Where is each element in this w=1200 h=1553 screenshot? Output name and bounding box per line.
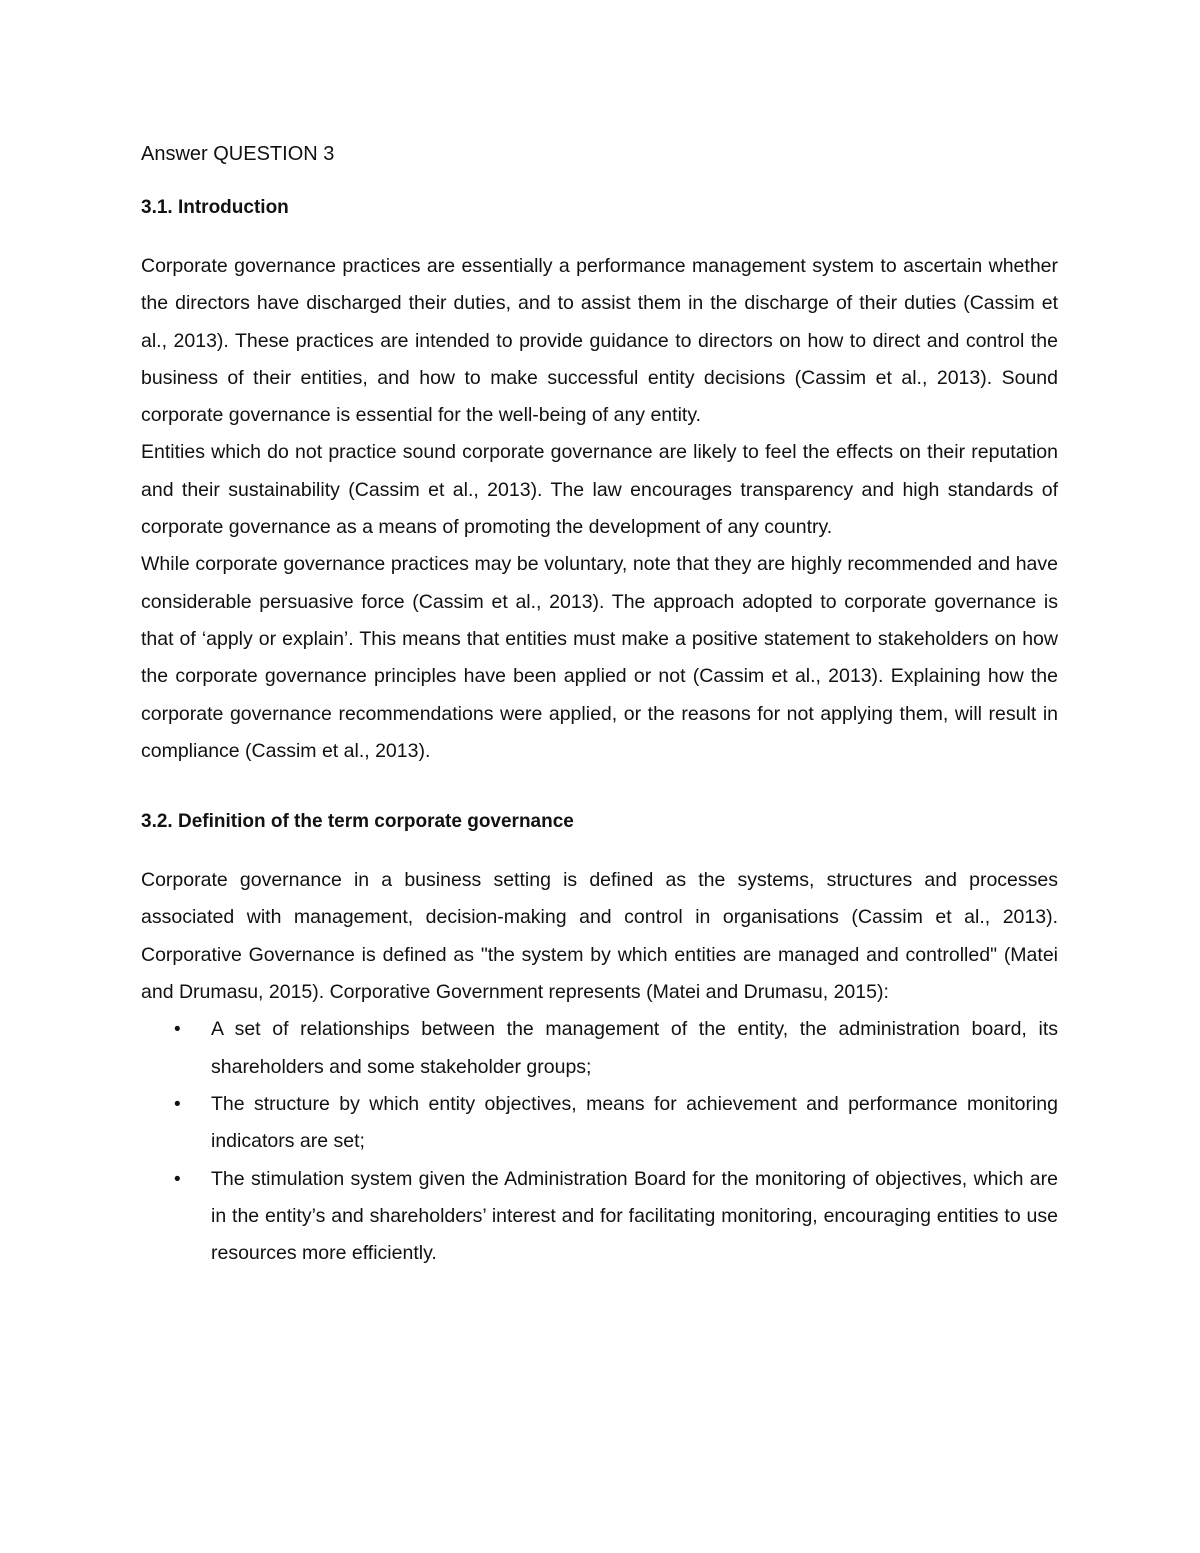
bullet-icon: • xyxy=(174,1168,181,1190)
list-item xyxy=(141,1086,1058,1161)
list-item-text: The stimulation system given the Administration Board for the monitoring of objectives, which are in the entity’s and shareholders’ interest and for facilitating monitoring, encouraging entities to use resources more efficiently. xyxy=(211,1167,1058,1265)
paragraph: Entities which do not practice sound corporate governance are likely to feel the effects on their reputation and their sustainability (Cassim et al., 2013). The law encourages transparency and high standards of corporate governance as a means of promoting the development of any country. xyxy=(141,441,1058,539)
section-heading: 3.2. Definition of the term corporate governance xyxy=(141,811,574,833)
document-page xyxy=(141,140,1058,1272)
bullet-icon: • xyxy=(174,1093,181,1115)
section-introduction xyxy=(141,194,1058,770)
paragraph: Corporate governance practices are essentially a performance management system to ascertain whether the directors have discharged their duties, and to assist them in the discharge of their duties (Cassim et al., 2013). These practices are intended to provide guidance to directors on how to direct and control the business of their entities, and how to make successful entity decisions (Cassim et al., 2013). Sound corporate governance is essential for the well-being of any entity. xyxy=(141,255,1058,427)
bullet-list xyxy=(141,1011,1058,1272)
document-title: Answer QUESTION 3 xyxy=(141,143,335,165)
list-item-text: The structure by which entity objectives, means for achievement and performance monitoring indicators are set; xyxy=(211,1092,1058,1153)
list-item-text: A set of relationships between the management of the entity, the administration board, its shareholders and some stakeholder groups; xyxy=(211,1018,1058,1078)
section-definition xyxy=(141,808,1058,1272)
bullet-icon: • xyxy=(174,1019,181,1041)
paragraph: While corporate governance practices may be voluntary, note that they are highly recommended and have considerable persuasive force (Cassim et al., 2013). The approach adopted to corporate governance is that of ‘apply or explain’. This means that entities must make a positive statement to stakeholders on how the corporate governance principles have been applied or not (Cassim et al., 2013). Explaining how the corporate governance recommendations were applied, or the reasons for not applying them, will result in compliance (Cassim et al., 2013). xyxy=(141,553,1058,762)
list-item xyxy=(141,1161,1058,1273)
section-heading: 3.1. Introduction xyxy=(141,197,289,218)
paragraph: Corporate governance in a business setting is defined as the systems, structures and processes associated with management, decision-making and control in organisations (Cassim et al., 2013). Corporative Governance is defined as "the system by which entities are managed and controlled" (Matei and Drumasu, 2015). Corporative Government represents (Matei and Drumasu, 2015): xyxy=(141,869,1058,1004)
list-item xyxy=(141,1011,1058,1086)
